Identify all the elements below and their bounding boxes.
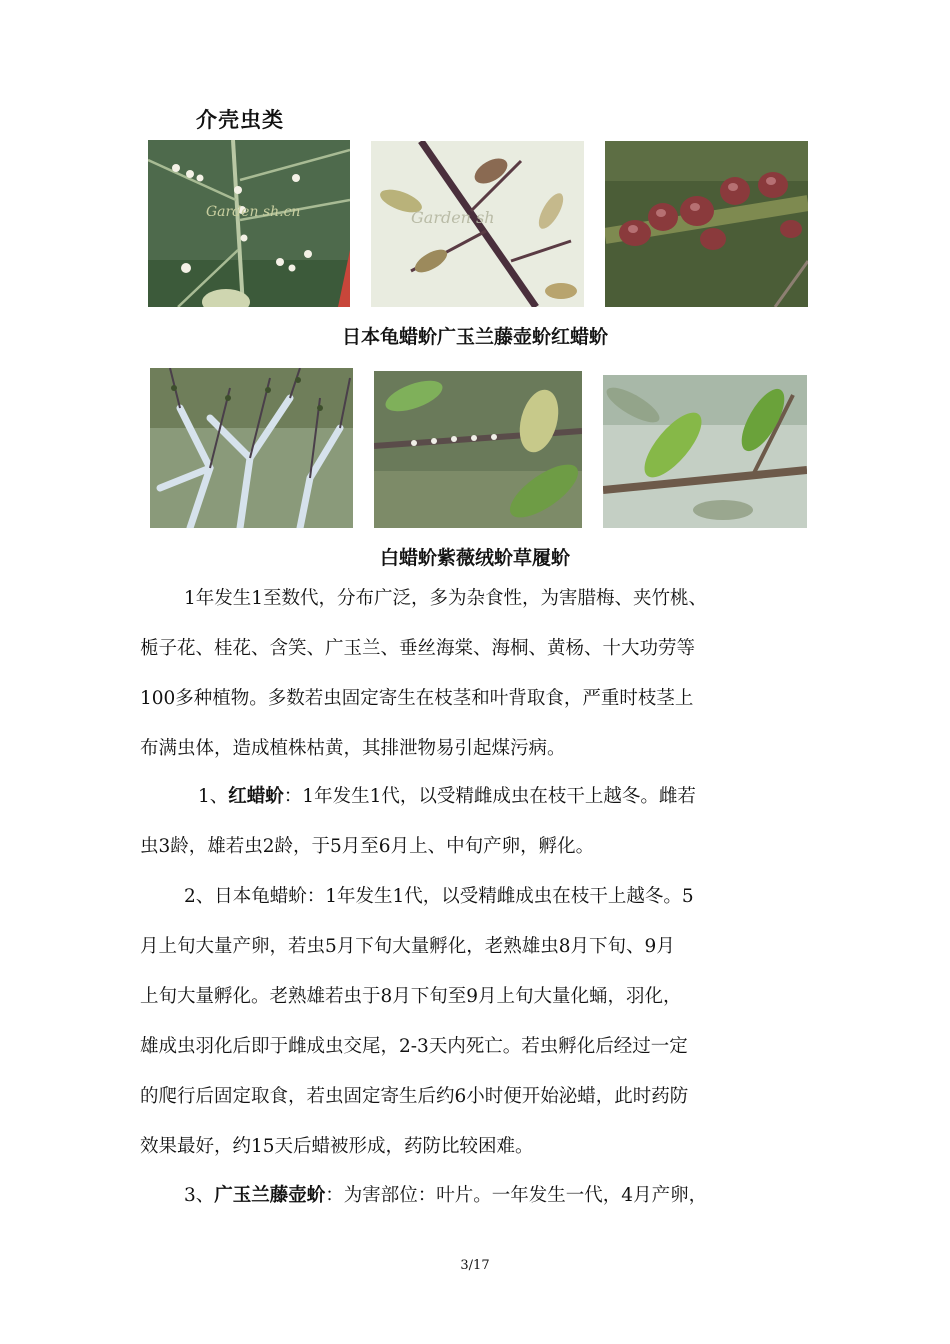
item2-paragraph — [140, 872, 820, 1172]
text-line — [140, 772, 820, 822]
text-line: 栀子花、桂花、含笑、广玉兰、垂丝海棠、海桐、黄杨、十大功劳等 — [140, 638, 696, 659]
item3-text: ：为害部位：叶片。一年发生一代，4月产卵， — [325, 1185, 708, 1206]
text-line: 的爬行后固定取食，若虫固定寄生后约6小时便开始泌蜡，此时药防 — [140, 1086, 689, 1107]
text-line: 雄成虫羽化后即于雌成虫交尾，2-3天内死亡。若虫孵化后经过一定 — [140, 1036, 688, 1057]
item1-text: ：1年发生1代，以受精雌成虫在枝干上越冬。雌若 — [283, 786, 696, 807]
item1-paragraph — [140, 772, 820, 872]
watermark-text: Garden sh.cn — [206, 204, 301, 220]
text-line: 1年发生1至数代，分布广泛，多为杂食性，为害腊梅、夹竹桃、 — [184, 588, 708, 609]
photo-magnolia-barnacle-scale — [371, 141, 584, 307]
intro-paragraph — [140, 574, 820, 774]
text-line: 100多种植物。多数若虫固定寄生在枝茎和叶背取食，严重时枝茎上 — [140, 688, 694, 709]
text-line: 2、日本龟蜡蚧：1年发生1代，以受精雌成虫在枝干上越冬。5 — [184, 886, 694, 907]
text-line: 布满虫体，造成植株枯黄，其排泄物易引起煤污病。 — [140, 738, 566, 759]
text-line: 上旬大量孵化。老熟雄若虫于8月下旬至9月上旬大量化蛹，羽化， — [140, 986, 682, 1007]
item3-paragraph — [140, 1171, 820, 1221]
text-line: 效果最好，约15天后蜡被形成，药防比较困难。 — [140, 1136, 534, 1157]
item3-term: 广玉兰藤壶蚧 — [214, 1185, 326, 1206]
item1-prefix: 1、 — [198, 786, 229, 807]
text-line — [140, 1171, 820, 1221]
item3-prefix: 3、 — [184, 1185, 215, 1206]
photo-white-wax-scale — [150, 368, 353, 528]
text-line: 虫3龄，雄若虫2龄，于5月至6月上、中旬产卵，孵化。 — [140, 836, 595, 857]
watermark-text: Garden sh — [411, 208, 495, 227]
photo-giant-mealybug — [603, 375, 807, 528]
section-title: 介壳虫类 — [196, 108, 284, 132]
text-line: 月上旬大量产卵，若虫5月下旬大量孵化，老熟雄虫8月下旬、9月 — [140, 936, 675, 957]
page-number: 3/17 — [460, 1258, 490, 1273]
photo-red-wax-scale — [605, 141, 808, 307]
photo-crape-myrtle-felt-scale — [374, 371, 582, 528]
item1-term: 红蜡蚧 — [228, 786, 284, 807]
caption-row2: 白蜡蚧紫薇绒蚧草履蚧 — [379, 547, 570, 569]
photo-japanese-wax-scale — [148, 140, 350, 307]
caption-row1: 日本龟蜡蚧广玉兰藤壶蚧红蜡蚧 — [341, 326, 608, 348]
